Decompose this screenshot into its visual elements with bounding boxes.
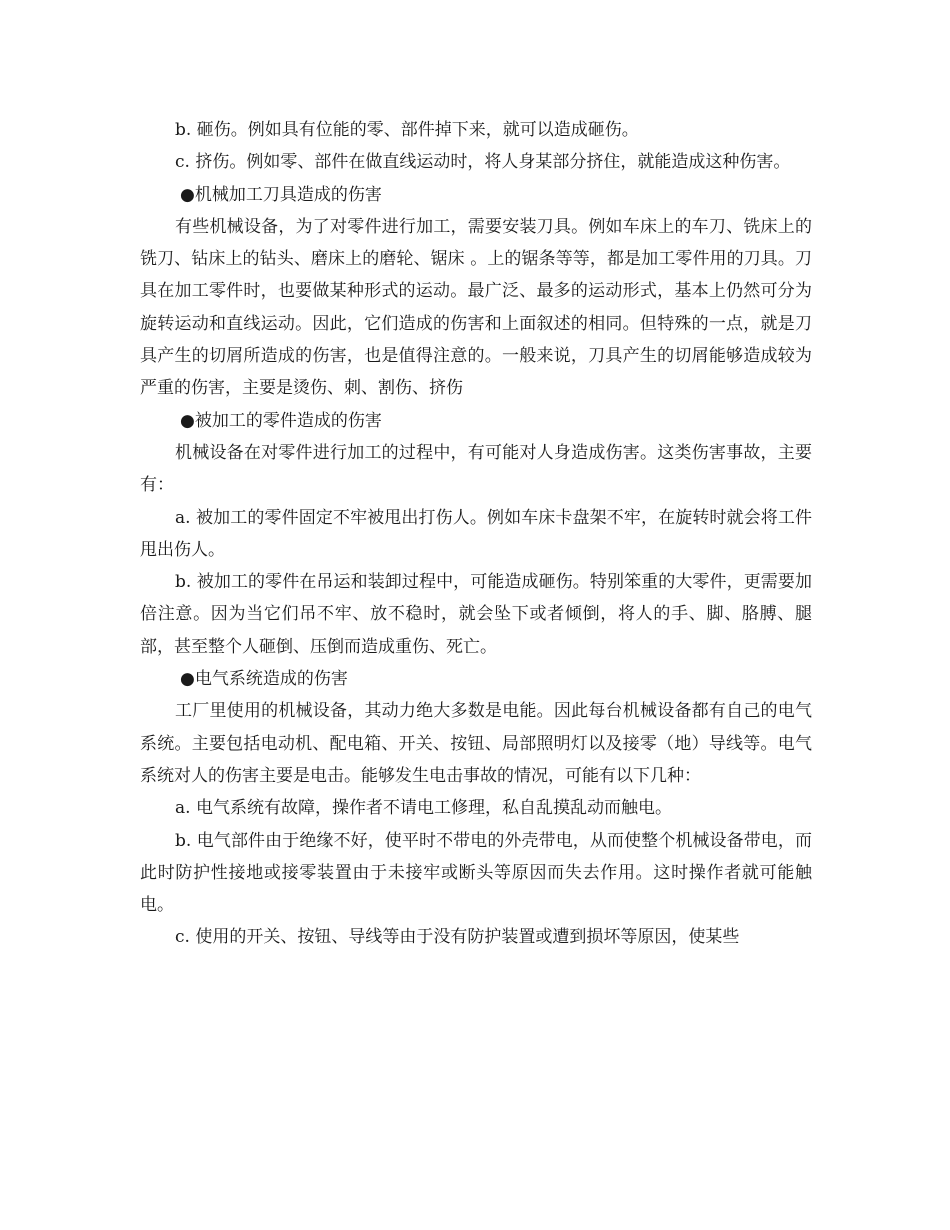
paragraph-cutting-tools: 有些机械设备，为了对零件进行加工，需要安装刀具。例如车床上的车刀、铣床上的铣刀、钻床上的钻头、磨床上的磨轮、锯床 。上的锯条等等，都是加工零件用的刀具。刀具在加工零件时，也要做某种形式的运动。最广泛、最多的运动形式，基本上仍然可分为旋转运动和直线运动。因此，它们造成的伤害和上面叙述的相同。但特殊的一点，就是刀具产生的切屑所造成的伤害，也是值得注意的。一般来说，刀具产生的切屑能够造成较为严重的伤害，主要是烫伤、刺、割伤、挤伤 bbox=[140, 216, 812, 399]
paragraph-workpiece-a: a. 被加工的零件固定不牢被甩出打伤人。例如车床卡盘架不牢，在旋转时就会将工件甩出伤人。 bbox=[140, 507, 812, 560]
paragraph-workpiece-intro: 机械设备在对零件进行加工的过程中，有可能对人身造成伤害。这类伤害事故，主要有： bbox=[140, 442, 812, 496]
paragraph-electrical-b: b. 电气部件由于绝缘不好，使平时不带电的外壳带电，从而使整个机械设备带电，而此时防护性接地或接零装置由于未接牢或断头等原因而失去作用。这时操作者就可能触电。 bbox=[140, 830, 812, 916]
paragraph-b-crush-injury: b. 砸伤。例如具有位能的零、部件掉下来，就可以造成砸伤。 bbox=[175, 120, 639, 140]
paragraph-electrical-intro: 工厂里使用的机械设备，其动力绝大多数是电能。因此每台机械设备都有自己的电气系统。主要包括电动机、配电箱、开关、按钮、局部照明灯以及接零（地）导线等。电气系统对人的伤害主要是电击。能够发生电击事故的情况，可能有以下几种： bbox=[140, 701, 812, 786]
paragraph-electrical-a: a. 电气系统有故障，操作者不请电工修理，私自乱摸乱动而触电。 bbox=[175, 798, 672, 819]
section-heading-cutting-tools: ●机械加工刀具造成的伤害 bbox=[180, 184, 382, 205]
section-heading-workpiece: ●被加工的零件造成的伤害 bbox=[180, 410, 382, 431]
paragraph-c-pinch-injury: c. 挤伤。例如零、部件在做直线运动时，将人身某部分挤住，就能造成这种伤害。 bbox=[175, 152, 791, 173]
document-body bbox=[140, 114, 812, 954]
paragraph-electrical-c: c. 使用的开关、按钮、导线等由于没有防护装置或遭到损坏等原因，使某些 bbox=[175, 927, 740, 948]
paragraph-workpiece-b: b. 被加工的零件在吊运和装卸过程中，可能造成砸伤。特别笨重的大零件，更需要加倍注意。因为当它们吊不牢、放不稳时，就会坠下或者倾倒，将人的手、脚、胳膊、腿部，甚至整个人砸倒、压倒而造成重伤、死亡。 bbox=[140, 572, 812, 657]
section-heading-electrical: ●电气系统造成的伤害 bbox=[180, 669, 348, 690]
